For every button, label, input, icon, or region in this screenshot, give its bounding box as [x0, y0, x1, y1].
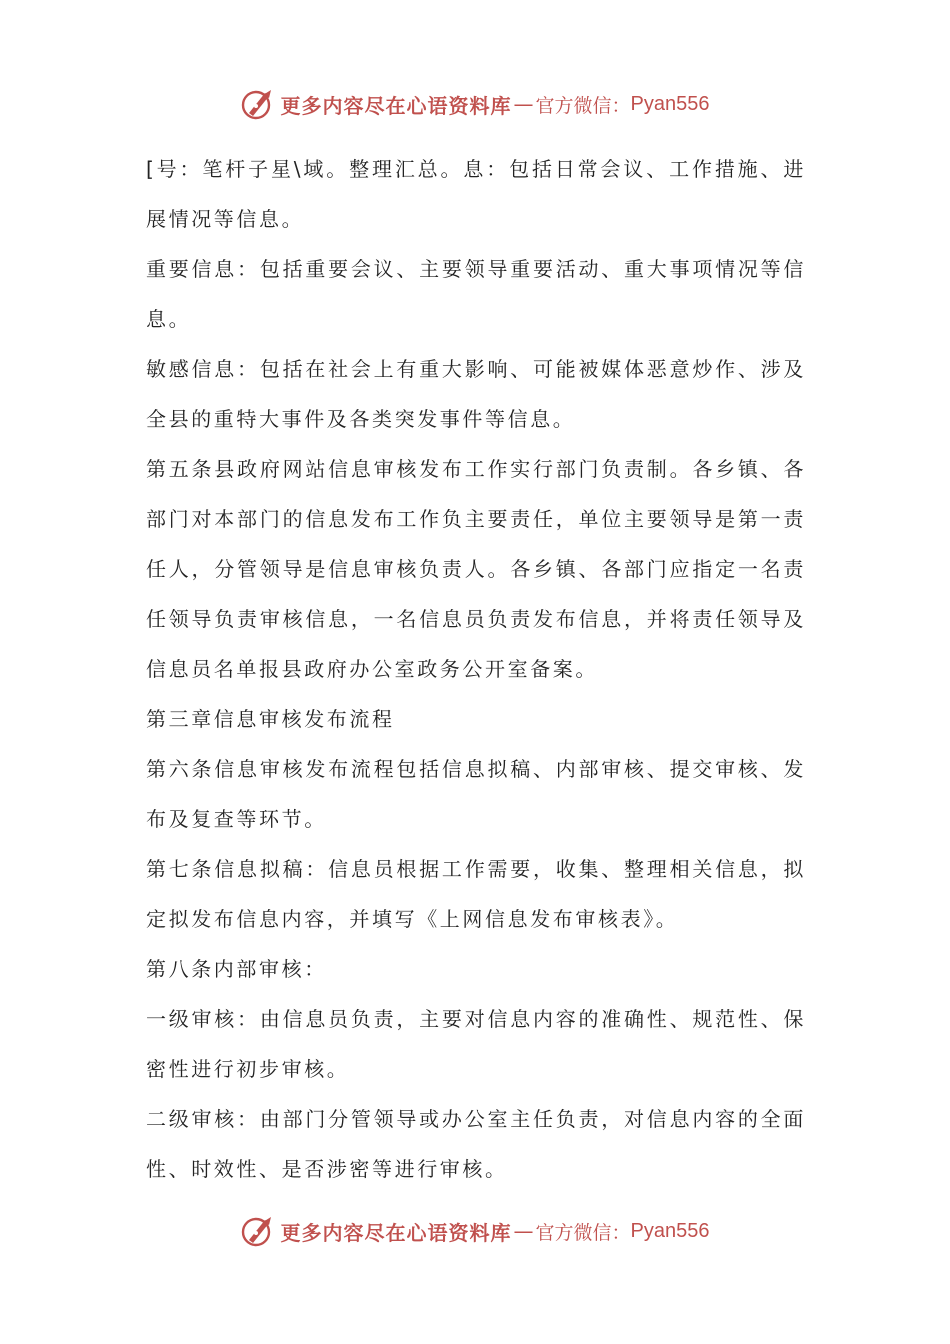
pen-nib-circle-icon	[241, 1214, 275, 1248]
paragraph-level-1-review: 一级审核：由信息员负责，主要对信息内容的准确性、规范性、保密性进行初步审核。	[146, 1007, 806, 1081]
paragraph-article-6: 第六条信息审核发布流程包括信息拟稿、内部审核、提交审核、发布及复查等环节。	[146, 757, 806, 831]
chapter-3-heading: 第三章信息审核发布流程	[146, 707, 395, 731]
paragraph-article-5: 第五条县政府网站信息审核发布工作实行部门负责制。各乡镇、各部门对本部门的信息发布工作负主要责任，单位主要领导是第一责任人，分管领导是信息审核负责人。各乡镇、各部门应指定一名责任领导负责审核信息，一名信息员负责发布信息，并将责任领导及信息员名单报县政府办公室政务公开室备案。	[146, 457, 806, 681]
paragraph-important-info: 重要信息：包括重要会议、主要领导重要活动、重大事项情况等信息。	[146, 257, 806, 331]
paragraph-article-8: 第八条内部审核：	[146, 957, 327, 981]
header-promo-text: 更多内容尽在心语资料库	[280, 93, 512, 118]
footer-contact-label: 官方微信：	[535, 1221, 631, 1244]
pen-nib-circle-icon	[241, 87, 275, 121]
footer-dash: —	[513, 1219, 534, 1243]
paragraph-sensitive-info: 敏感信息：包括在社会上有重大影响、可能被媒体恶意炒作、涉及全县的重特大事件及各类突发事件等信息。	[146, 357, 806, 431]
header-contact-label: 官方微信：	[535, 94, 631, 117]
paragraph-level-2-review: 二级审核：由部门分管领导或办公室主任负责，对信息内容的全面性、时效性、是否涉密等进行审核。	[146, 1107, 806, 1181]
header-banner	[0, 84, 950, 124]
paragraph-general-info: [号：笔杆子星\域。整理汇总。息：包括日常会议、工作措施、进展情况等信息。	[146, 157, 806, 231]
header-contact-id: Pyan556	[630, 92, 710, 115]
document-body	[146, 144, 806, 1194]
header-dash: —	[513, 92, 534, 116]
footer-banner	[0, 1211, 950, 1251]
footer-contact-id: Pyan556	[630, 1219, 710, 1242]
footer-promo-text: 更多内容尽在心语资料库	[280, 1220, 512, 1245]
paragraph-article-7: 第七条信息拟稿：信息员根据工作需要，收集、整理相关信息，拟定拟发布信息内容，并填写《上网信息发布审核表》。	[146, 857, 806, 931]
